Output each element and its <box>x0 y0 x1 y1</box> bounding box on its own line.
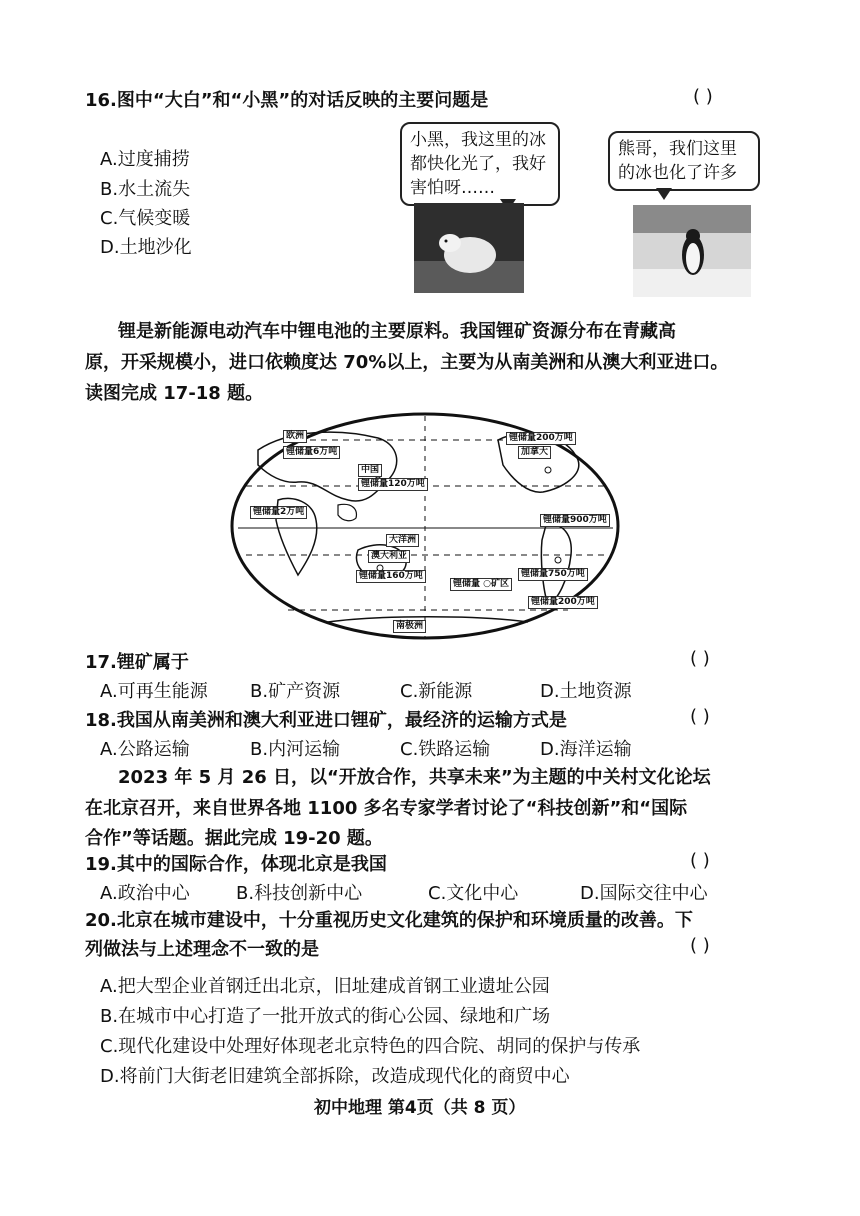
map-label-canada: 加拿大 <box>518 446 551 459</box>
speech-bubble-right: 熊哥，我们这里的冰也化了许多 <box>608 131 760 191</box>
map-label-lithium: 锂储量2万吨 <box>250 506 307 519</box>
passage2-line1: 2023 年 5 月 26 日，以“开放合作，共享未来”为主题的中关村文化论坛 <box>118 767 711 788</box>
q17-stem: 17.锂矿属于 <box>85 652 189 673</box>
q16-option-d[interactable]: D.土地沙化 <box>100 237 192 258</box>
q19-option-c[interactable]: C.文化中心 <box>428 883 519 904</box>
q19-option-b[interactable]: B.科技创新中心 <box>236 883 363 904</box>
q16-answer-bracket[interactable]: ( ) <box>693 86 713 107</box>
map-label-antarctica: 南极洲 <box>393 620 426 633</box>
page-footer: 初中地理 第4页（共 8 页） <box>314 1098 526 1118</box>
q20-option-b[interactable]: B.在城市中心打造了一批开放式的街心公园、绿地和广场 <box>100 1006 551 1027</box>
map-label-lithium: 锂储量120万吨 <box>358 478 428 491</box>
q19-option-d[interactable]: D.国际交往中心 <box>580 883 708 904</box>
q17-option-b[interactable]: B.矿产资源 <box>250 681 341 702</box>
q17-option-a[interactable]: A.可再生能源 <box>100 681 208 702</box>
q18-option-a[interactable]: A.公路运输 <box>100 739 190 760</box>
q18-option-b[interactable]: B.内河运输 <box>250 739 341 760</box>
q17-option-d[interactable]: D.土地资源 <box>540 681 632 702</box>
q20-stem-line1: 20.北京在城市建设中，十分重视历史文化建筑的保护和环境质量的改善。下 <box>85 910 693 931</box>
q16-option-c[interactable]: C.气候变暖 <box>100 208 191 229</box>
q19-answer-bracket[interactable]: ( ) <box>690 850 710 871</box>
q16-option-a[interactable]: A.过度捕捞 <box>100 149 190 170</box>
map-label-europe: 欧洲 <box>283 430 307 443</box>
map-label-lithium: 锂储量900万吨 <box>540 514 610 527</box>
map-label-lithium: 锂储量160万吨 <box>356 570 426 583</box>
speech-bubble-left: 小黑，我这里的冰都快化光了，我好害怕呀…… <box>400 122 560 206</box>
q20-stem-line2: 列做法与上述理念不一致的是 <box>85 939 319 960</box>
passage1-line2: 原，开采规模小，进口依赖度达 70%以上，主要为从南美洲和从澳大利亚进口。 <box>85 352 729 373</box>
world-lithium-map <box>228 410 623 642</box>
passage2-line2: 在北京召开，来自世界各地 1100 多名专家学者讨论了“科技创新”和“国际 <box>85 798 688 819</box>
passage1-line1: 锂是新能源电动汽车中锂电池的主要原料。我国锂矿资源分布在青藏高 <box>118 321 676 342</box>
passage1-line3: 读图完成 17-18 题。 <box>85 383 264 404</box>
polar-bear-photo <box>414 203 524 293</box>
q20-option-a[interactable]: A.把大型企业首钢迁出北京，旧址建成首钢工业遗址公园 <box>100 976 550 997</box>
q20-option-d[interactable]: D.将前门大街老旧建筑全部拆除，改造成现代化的商贸中心 <box>100 1066 570 1087</box>
q18-answer-bracket[interactable]: ( ) <box>690 706 710 727</box>
map-label-lithium: 锂储量200万吨 <box>506 432 576 445</box>
q18-option-d[interactable]: D.海洋运输 <box>540 739 632 760</box>
map-label-china: 中国 <box>358 464 382 477</box>
q17-option-c[interactable]: C.新能源 <box>400 681 473 702</box>
passage2-line3: 合作”等话题。据此完成 19-20 题。 <box>85 828 383 849</box>
map-label-australia: 澳大利亚 <box>368 550 410 563</box>
penguin-photo <box>633 205 751 297</box>
q19-stem: 19.其中的国际合作，体现北京是我国 <box>85 854 387 875</box>
map-label-lithium: 锂储量750万吨 <box>518 568 588 581</box>
q18-stem: 18.我国从南美洲和澳大利亚进口锂矿，最经济的运输方式是 <box>85 710 567 731</box>
q16-option-b[interactable]: B.水土流失 <box>100 179 191 200</box>
q19-option-a[interactable]: A.政治中心 <box>100 883 190 904</box>
map-label-lithium: 锂储量200万吨 <box>528 596 598 609</box>
q18-option-c[interactable]: C.铁路运输 <box>400 739 491 760</box>
q16-stem: 16.图中“大白”和“小黑”的对话反映的主要问题是 <box>85 90 489 111</box>
q20-option-c[interactable]: C.现代化建设中处理好体现老北京特色的四合院、胡同的保护与传承 <box>100 1036 641 1057</box>
q17-answer-bracket[interactable]: ( ) <box>690 648 710 669</box>
q20-answer-bracket[interactable]: ( ) <box>690 935 710 956</box>
map-label-lithium: 锂储量6万吨 <box>283 446 340 459</box>
speech-bubble-right-tail <box>656 188 672 200</box>
map-label-oceania: 大洋洲 <box>386 534 419 547</box>
map-legend: 锂储量 ○矿区 <box>450 578 512 591</box>
